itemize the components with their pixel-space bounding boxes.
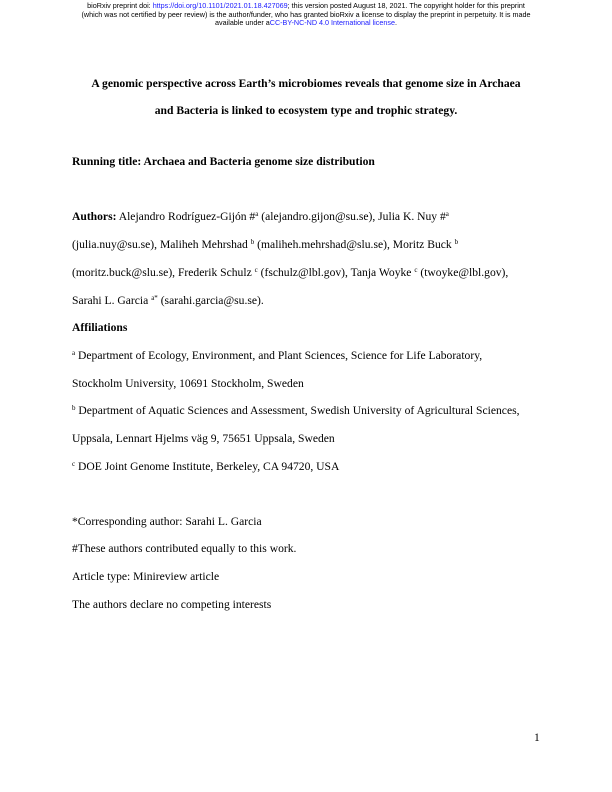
preprint-header — [0, 2, 612, 28]
affiliation-text: Department of Aquatic Sciences and Assessment, Swedish University of Agricultural Sciences, — [75, 404, 520, 417]
affiliation-marker: a — [72, 349, 76, 357]
preprint-posted-text: ; this version posted August 18, 2021. The copyright holder for this preprint — [287, 1, 525, 10]
affiliation-a-line2: Stockholm University, 10691 Stockholm, Sweden — [72, 377, 304, 390]
competing-interests: The authors declare no competing interests — [72, 598, 272, 611]
preprint-header-line2: (which was not certified by peer review) is the author/funder, who has granted bioRxiv a license to display the preprint in perpetuity. It is made — [81, 9, 531, 19]
authors-line1 — [72, 210, 449, 224]
paper-title-line2: and Bacteria is linked to ecosystem type and trophic strategy. — [154, 104, 458, 117]
affiliation-c-line1 — [72, 460, 339, 474]
affiliation-text: Department of Ecology, Environment, and Plant Sciences, Science for Life Laboratory, — [75, 349, 483, 362]
article-type: Article type: Minireview article — [72, 570, 220, 583]
doi-link[interactable]: https://doi.org/10.1101/2021.01.18.427069 — [152, 1, 288, 10]
author-text: (alejandro.gijon@su.se), Julia K. Nuy # — [258, 210, 446, 223]
affiliation-marker: c — [254, 266, 258, 274]
affiliation-a-line1 — [72, 349, 482, 363]
affiliation-marker: b — [454, 238, 459, 246]
preprint-doi-label: bioRxiv preprint doi: — [87, 1, 153, 10]
author-text: Sarahi L. Garcia — [72, 294, 152, 307]
license-link[interactable]: CC-BY-NC-ND 4.0 International license — [269, 18, 395, 28]
author-text: (twoyke@lbl.gov), — [417, 266, 509, 279]
preprint-header-line3 — [0, 19, 612, 28]
affiliation-marker: b — [72, 404, 76, 412]
affiliation-text: DOE Joint Genome Institute, Berkeley, CA 94720, USA — [75, 460, 340, 473]
affiliation-b-line1 — [72, 404, 520, 418]
affiliations-heading: Affiliations — [72, 321, 128, 334]
affiliation-marker: b — [250, 238, 255, 246]
authors-line2 — [72, 238, 458, 252]
affiliation-marker: c — [72, 460, 76, 468]
license-prefix: available under a — [215, 18, 270, 28]
page-number: 1 — [534, 731, 540, 744]
author-text: (fschulz@lbl.gov), Tanja Woyke — [257, 266, 415, 279]
affiliation-b-line2: Uppsala, Lennart Hjelms väg 9, 75651 Uppsala, Sweden — [72, 432, 335, 445]
equal-contribution-note: #These authors contributed equally to this work. — [72, 542, 297, 555]
authors-line3 — [72, 266, 508, 280]
author-text: Alejandro Rodríguez-Gijón # — [116, 210, 256, 223]
author-text: (julia.nuy@su.se), Maliheh Mehrshad — [72, 238, 251, 251]
affiliation-marker: a — [445, 210, 449, 218]
paper-title-line1: A genomic perspective across Earth’s microbiomes reveals that genome size in Archaea — [91, 77, 521, 90]
affiliation-marker: a* — [151, 294, 158, 302]
authors-label: Authors: — [72, 210, 117, 223]
authors-line4 — [72, 294, 264, 308]
affiliation-marker: a — [255, 210, 259, 218]
author-text: (sarahi.garcia@su.se). — [157, 294, 264, 307]
affiliation-marker: c — [414, 266, 418, 274]
author-text: (maliheh.mehrshad@slu.se), Moritz Buck — [254, 238, 455, 251]
license-suffix: . — [394, 18, 397, 28]
corresponding-author: *Corresponding author: Sarahi L. Garcia — [72, 515, 262, 528]
running-title: Running title: Archaea and Bacteria genome size distribution — [72, 155, 375, 168]
author-text: (moritz.buck@slu.se), Frederik Schulz — [72, 266, 255, 279]
